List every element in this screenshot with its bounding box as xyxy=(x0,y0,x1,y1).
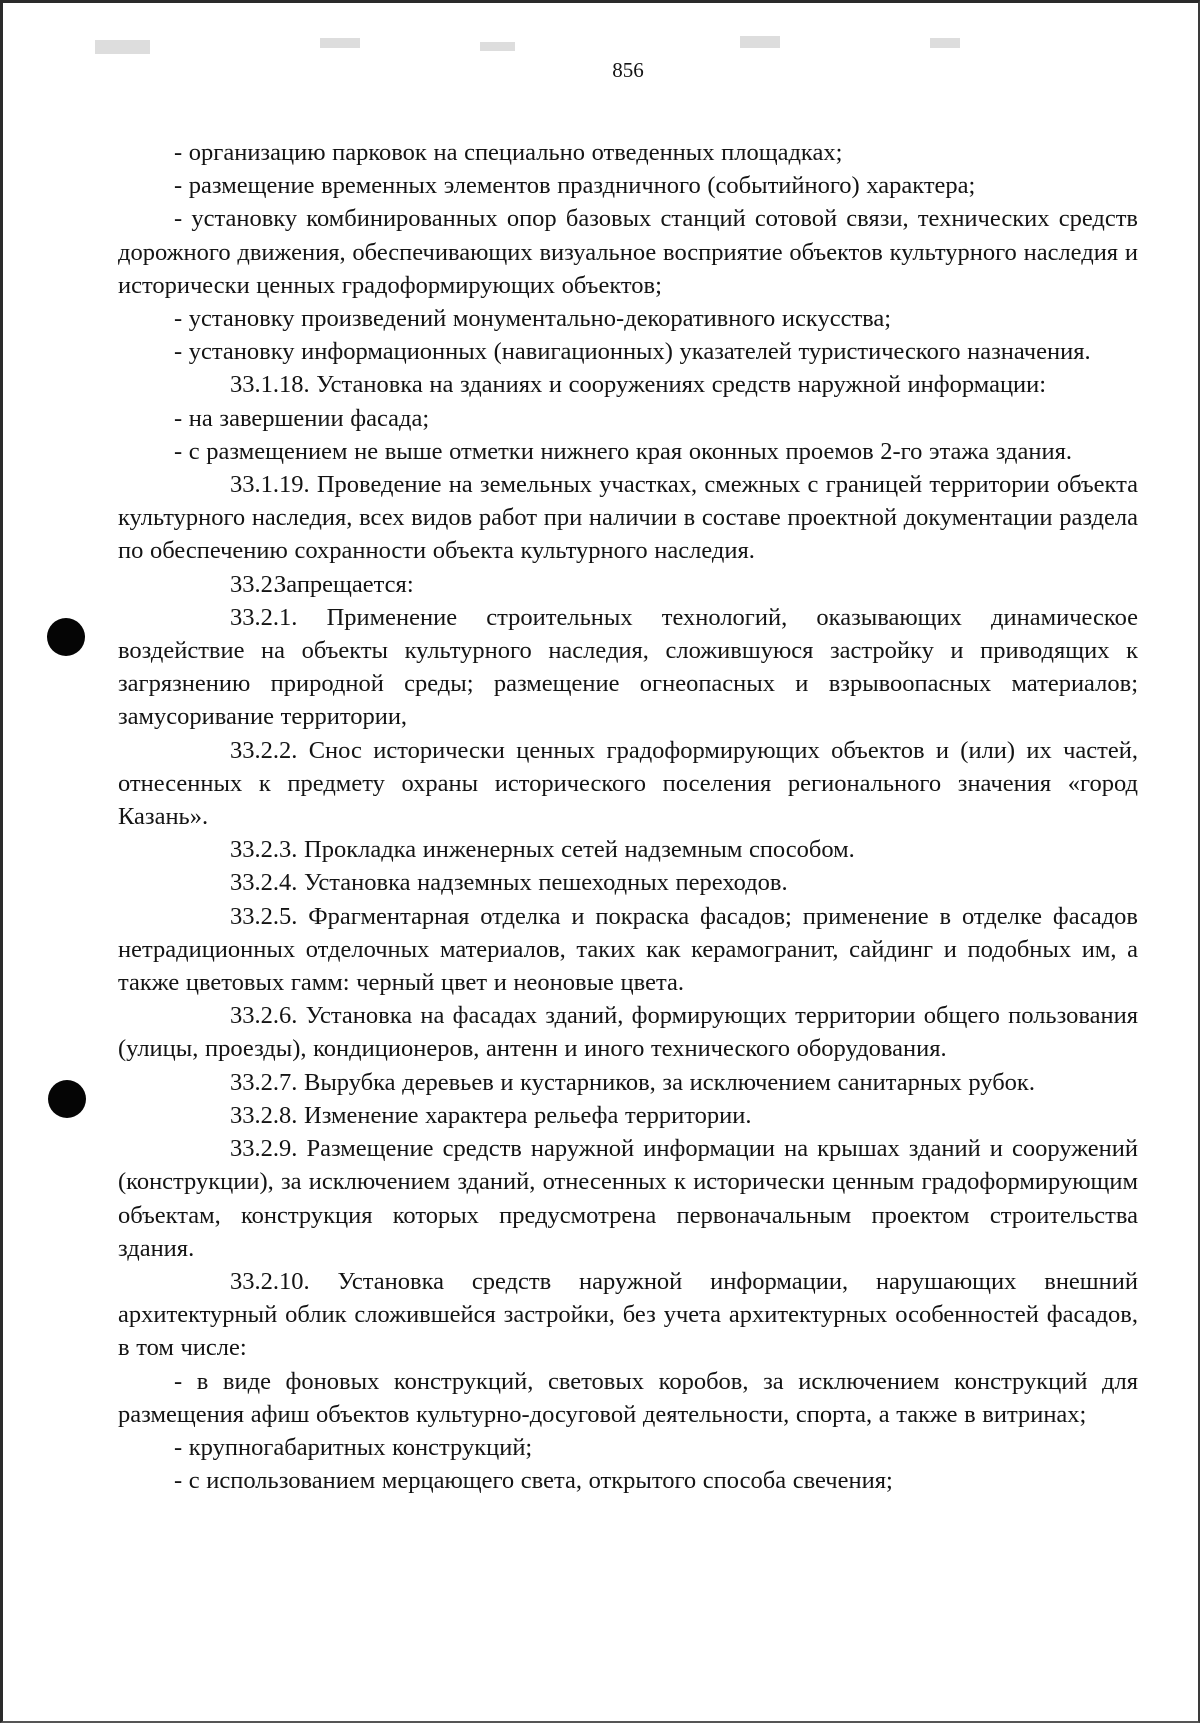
paragraph: - установку произведений монументально-декоративного искусства; xyxy=(174,305,892,333)
clause-33-1-18: 33.1.18. Установка на зданиях и сооружениях средств наружной информации: xyxy=(230,371,1047,399)
clause-33-2-6: 33.2.6. Установка на фасадах зданий, формирующих территории общего пользования (улицы, проезды), кондиционеров, антенн и иного технического оборудования. xyxy=(118,1002,1138,1063)
clause-33-2-heading: 33.2.Запрещается: xyxy=(230,570,414,598)
punch-hole-lower xyxy=(48,1080,86,1118)
clause-33-2-9: 33.2.9. Размещение средств наружной информации на крышах зданий и сооружений (конструкции), за исключением зданий, отнесенных к исторически ценным градоформирующим объектам, конструкция которых предусмотрена первоначальным проектом строительства здания. xyxy=(118,1135,1139,1262)
clause-33-2-4: 33.2.4. Установка надземных пешеходных переходов. xyxy=(230,869,788,897)
scan-noise xyxy=(480,42,515,51)
paragraph: - крупногабаритных конструкций; xyxy=(174,1433,533,1461)
paragraph: - установку комбинированных опор базовых станций сотовой связи, технических средств дорожного движения, обеспечивающих визуальное восприятие объектов культурного наследия и исторически ценных градоформирующих объектов; xyxy=(118,205,1138,299)
document-body xyxy=(118,136,1138,1497)
clause-33-2-5: 33.2.5. Фрагментарная отделка и покраска фасадов; применение в отделке фасадов нетрадиционных отделочных материалов, таких как керамогранит, сайдинг и подобных им, а также цветовых гамм: черный цвет и неоновые цвета. xyxy=(118,902,1139,997)
paragraph: - установку информационных (навигационных) указателей туристического назначения. xyxy=(174,338,1091,366)
clause-33-2-3: 33.2.3. Прокладка инженерных сетей надземным способом. xyxy=(230,836,855,864)
clause-33-2-7: 33.2.7. Вырубка деревьев и кустарников, за исключением санитарных рубок. xyxy=(230,1068,1035,1096)
scan-noise xyxy=(740,36,780,48)
clause-33-2-8: 33.2.8. Изменение характера рельефа территории. xyxy=(230,1101,752,1129)
paragraph: - с использованием мерцающего света, открытого способа свечения; xyxy=(174,1467,893,1495)
scan-noise xyxy=(930,38,960,48)
page-number: 856 xyxy=(612,58,644,82)
punch-hole-upper xyxy=(47,618,85,656)
paragraph: - с размещением не выше отметки нижнего края оконных проемов 2-го этажа здания. xyxy=(174,437,1073,465)
paragraph: - организацию парковок на специально отведенных площадках; xyxy=(174,139,843,166)
clause-33-1-19: 33.1.19. Проведение на земельных участках, смежных с границей территории объекта культурного наследия, всех видов работ при наличии в составе проектной документации раздела по обеспечению сохранности объекта культурного наследия. xyxy=(118,471,1139,565)
paragraph: - в виде фоновых конструкций, световых коробов, за исключением конструкций для размещения афиш объектов культурно-досуговой деятельности, спорта, а также в витринах; xyxy=(118,1367,1138,1428)
paragraph: - на завершении фасада; xyxy=(174,404,430,432)
clause-33-2-2: 33.2.2. Снос исторически ценных градоформирующих объектов и (или) их частей, отнесенных к предмету охраны исторического поселения регионального значения «город Казань». xyxy=(118,736,1138,831)
scan-noise xyxy=(95,40,150,54)
clause-33-2-1: 33.2.1. Применение строительных технологий, оказывающих динамическое воздействие на объекты культурного наследия, сложившуюся застройку и приводящих к загрязнению природной среды; размещение огнеопасных и взрывоопасных материалов; замусоривание территории, xyxy=(118,603,1138,731)
clause-33-2-10: 33.2.10. Установка средств наружной информации, нарушающих внешний архитектурный облик сложившейся застройки, без учета архитектурных особенностей фасадов, в том числе: xyxy=(118,1267,1139,1362)
scan-noise xyxy=(320,38,360,48)
paragraph: - размещение временных элементов праздничного (событийного) характера; xyxy=(174,172,976,200)
